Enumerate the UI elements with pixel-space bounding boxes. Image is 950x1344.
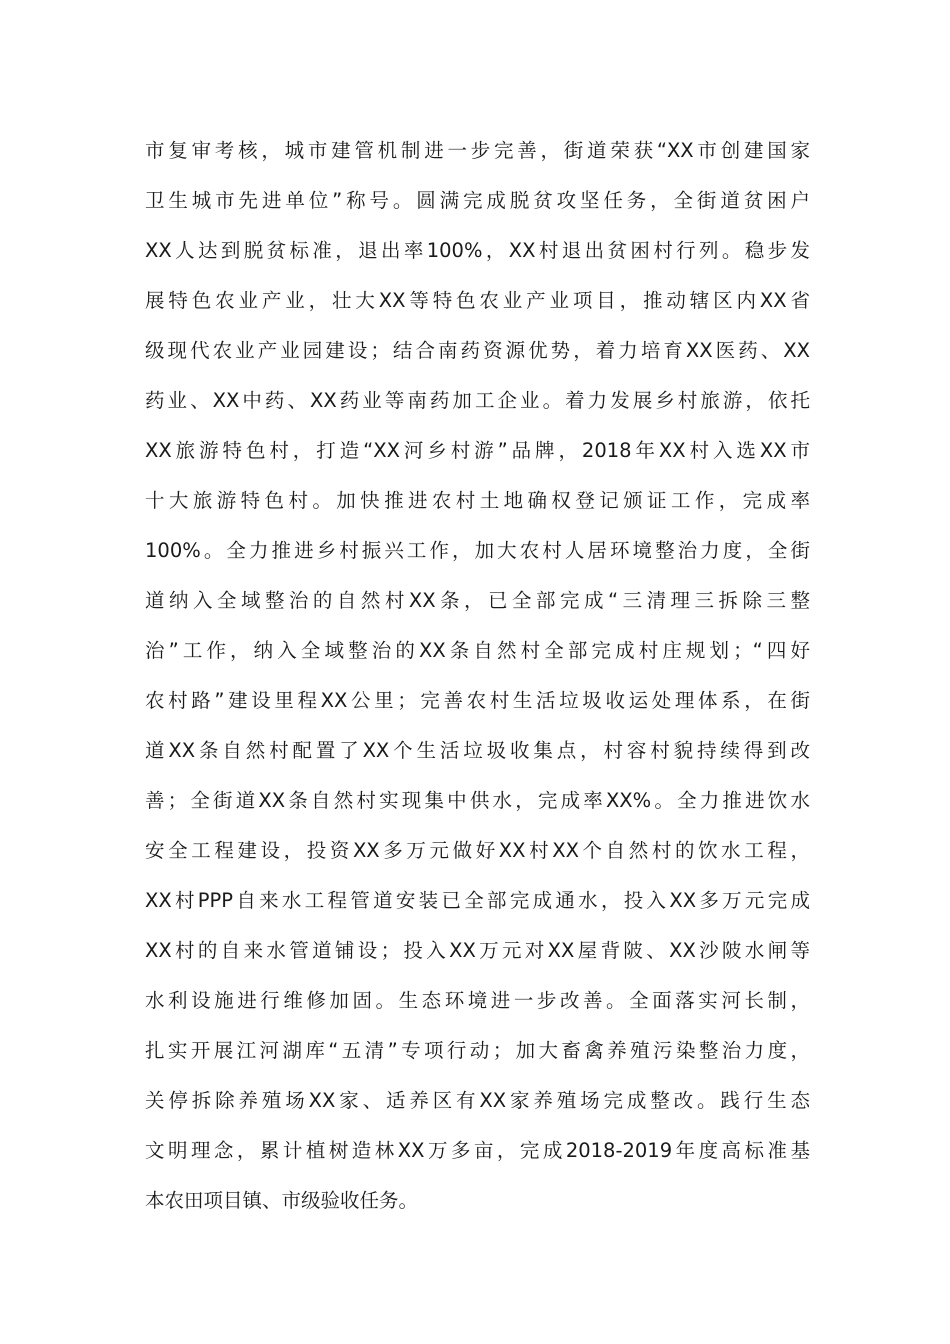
text-line: 市复审考核，城市建管机制进一步完善，街道荣获“XX市创建国家	[145, 139, 810, 162]
text-line: 展特色农业产业，壮大XX等特色农业产业项目，推动辖区内XX省	[145, 289, 810, 312]
text-line: XX村的自来水管道铺设；投入XX万元对XX屋背陂、XX沙陂水闸等	[145, 939, 810, 962]
text-line: 水利设施进行维修加固。生态环境进一步改善。全面落实河长制，	[145, 989, 810, 1012]
text-line: 文明理念，累计植树造林XX万多亩，完成2018-2019年度高标准基	[145, 1139, 810, 1162]
text-line-last: 本农田项目镇、市级验收任务。	[145, 1189, 419, 1212]
text-line: 药业、XX中药、XX药业等南药加工企业。着力发展乡村旅游，依托	[145, 389, 810, 412]
text-line: 100%。全力推进乡村振兴工作，加大农村人居环境整治力度，全街	[145, 539, 810, 562]
text-line: 善；全街道XX条自然村实现集中供水，完成率XX%。全力推进饮水	[145, 789, 810, 812]
text-line: 治”工作，纳入全域整治的XX条自然村全部完成村庄规划；“四好	[145, 639, 810, 662]
text-line: XX旅游特色村，打造“XX河乡村游”品牌，2018年XX村入选XX市	[145, 439, 810, 462]
text-line: 十大旅游特色村。加快推进农村土地确权登记颁证工作，完成率	[145, 489, 810, 512]
text-line: 安全工程建设，投资XX多万元做好XX村XX个自然村的饮水工程，	[145, 839, 810, 862]
text-line: 道纳入全域整治的自然村XX条，已全部完成“三清理三拆除三整	[145, 589, 810, 612]
text-line: 道XX条自然村配置了XX个生活垃圾收集点，村容村貌持续得到改	[145, 739, 810, 762]
text-line: 卫生城市先进单位”称号。圆满完成脱贫攻坚任务，全街道贫困户	[145, 189, 810, 212]
text-line: XX村PPP自来水工程管道安装已全部完成通水，投入XX多万元完成	[145, 889, 810, 912]
body-paragraph	[145, 126, 810, 1226]
text-line: 扎实开展江河湖库“五清”专项行动；加大畜禽养殖污染整治力度，	[145, 1039, 810, 1062]
text-line: 级现代农业产业园建设；结合南药资源优势，着力培育XX医药、XX	[145, 339, 810, 362]
text-line: XX人达到脱贫标准，退出率100%，XX村退出贫困村行列。稳步发	[145, 239, 810, 262]
text-line: 关停拆除养殖场XX家、适养区有XX家养殖场完成整改。践行生态	[145, 1089, 810, 1112]
text-line: 农村路”建设里程XX公里；完善农村生活垃圾收运处理体系，在街	[145, 689, 810, 712]
